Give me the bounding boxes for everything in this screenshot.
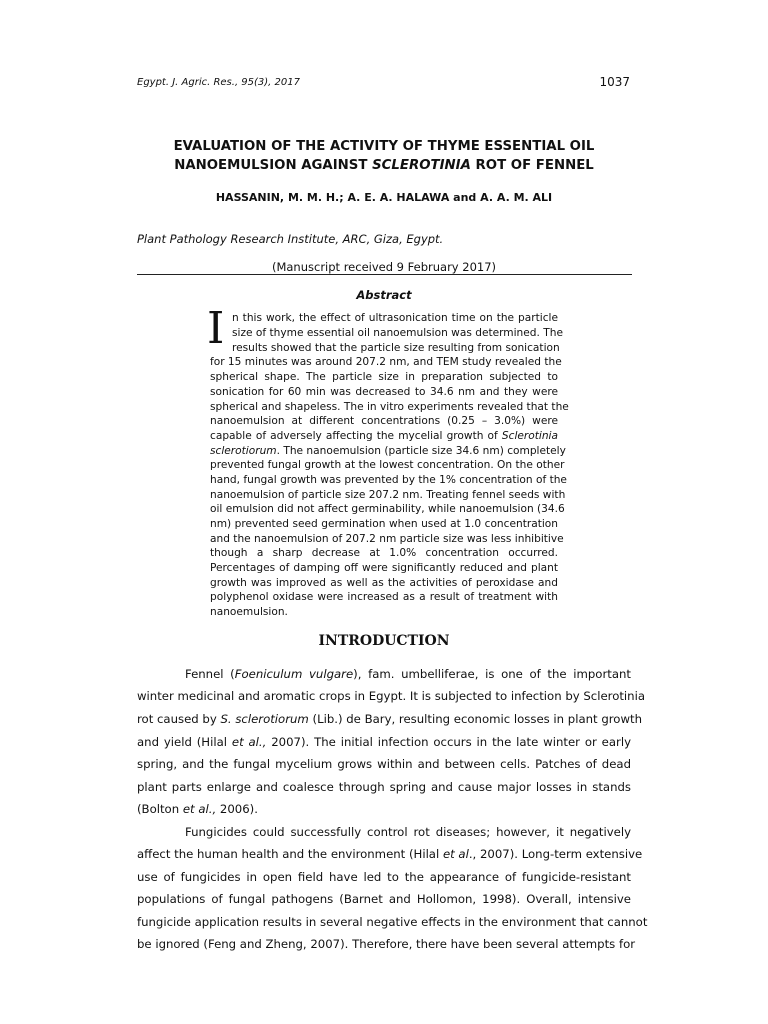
- body-line: winter medicinal and aromatic crops in Egypt. It is subjected to infection by Sclerotinia: [137, 689, 646, 703]
- affiliation: Plant Pathology Research Institute, ARC, Giza, Egypt.: [137, 232, 444, 246]
- body-line: plant parts enlarge and coalesce through spring and cause major losses in stands: [137, 780, 631, 794]
- abstract-line: nm) prevented seed germination when used at 1.0 concentration: [210, 518, 558, 530]
- abstract-line: n this work, the effect of ultrasonication time on the particle: [232, 312, 558, 324]
- body-text: affect the human health and the environment (Hilal: [137, 847, 443, 861]
- title-text: NANOEMULSION AGAINST: [174, 158, 373, 173]
- abstract-line: spherical shape. The particle size in preparation subjected to: [210, 371, 558, 383]
- body-line: use of fungicides in open field have led to the appearance of fungicide-resistant: [137, 870, 631, 884]
- abstract-species: sclerotiorum: [210, 445, 277, 457]
- body-text: ., 2007). Long-term extensive: [468, 847, 643, 861]
- authors: HASSANIN, M. M. H.; A. E. A. HALAWA and A. A. M. ALI: [215, 191, 553, 204]
- body-text: 2006).: [216, 802, 258, 816]
- page-number: 1037: [599, 75, 630, 89]
- body-text: 2007). The initial infection occurs in the late winter or early: [266, 735, 631, 749]
- abstract-text: . The nanoemulsion (particle size 34.6 nm) completely: [276, 445, 566, 457]
- abstract-line: and the nanoemulsion of 207.2 nm particle size was less inhibitive: [210, 533, 564, 545]
- title-text: ROT OF FENNEL: [470, 158, 594, 173]
- abstract-line: for 15 minutes was around 207.2 nm, and TEM study revealed the: [210, 356, 562, 368]
- abstract-line: prevented fungal growth at the lowest concentration. On the other: [210, 459, 565, 471]
- horizontal-rule: [137, 274, 632, 275]
- body-line: [137, 846, 643, 862]
- body-text: rot caused by: [137, 712, 221, 726]
- body-line: [137, 711, 643, 727]
- body-etal: et al: [442, 847, 469, 861]
- abstract-line: nanoemulsion at different concentrations (0.25 – 3.0%) were: [210, 415, 558, 427]
- abstract-line: [210, 444, 566, 459]
- abstract-heading: Abstract: [356, 288, 412, 302]
- abstract-line: hand, fungal growth was prevented by the 1% concentration of the: [210, 474, 567, 486]
- abstract-line: results showed that the particle size resulting from sonication: [232, 342, 560, 354]
- body-line: [137, 801, 258, 817]
- title-line-2: [100, 156, 668, 175]
- abstract-line: size of thyme essential oil nanoemulsion was determined. The: [232, 327, 563, 339]
- abstract-line: though a sharp decrease at 1.0% concentration occurred.: [210, 547, 558, 559]
- body-text: and yield (Hilal: [137, 735, 232, 749]
- body-line: populations of fungal pathogens (Barnet and Hollomon, 1998). Overall, intensive: [137, 892, 631, 906]
- body-text: Fennel (: [185, 667, 235, 681]
- manuscript-received: (Manuscript received 9 February 2017): [271, 260, 497, 274]
- abstract-line: oil emulsion did not affect germinability, while nanoemulsion (34.6: [210, 503, 565, 515]
- abstract-line: Percentages of damping off were significantly reduced and plant: [210, 562, 558, 574]
- abstract-line: [210, 429, 558, 444]
- title-line-1: EVALUATION OF THE ACTIVITY OF THYME ESSENTIAL OIL: [173, 139, 595, 154]
- section-heading-introduction: INTRODUCTION: [318, 633, 450, 649]
- abstract-line: polyphenol oxidase were increased as a result of treatment with: [210, 591, 558, 603]
- abstract-line: nanoemulsion of particle size 207.2 nm. Treating fennel seeds with: [210, 489, 566, 501]
- body-species: Foeniculum vulgare: [234, 667, 354, 681]
- body-line: be ignored (Feng and Zheng, 2007). Therefore, there have been several attempts for: [137, 937, 636, 951]
- body-line: spring, and the fungal mycelium grows within and between cells. Patches of dead: [137, 757, 631, 771]
- body-text: (Bolton: [137, 802, 183, 816]
- body-text: (Lib.) de Bary, resulting economic losses in plant growth: [308, 712, 643, 726]
- body-text: ), fam. umbelliferae, is one of the important: [353, 667, 631, 681]
- abstract-line: nanoemulsion.: [210, 606, 288, 618]
- abstract-genus: Sclerotinia: [501, 430, 558, 442]
- body-line: [185, 666, 631, 682]
- body-line: Fungicides could successfully control rot diseases; however, it negatively: [185, 825, 631, 839]
- abstract-line: growth was improved as well as the activities of peroxidase and: [210, 577, 558, 589]
- abstract-line: sonication for 60 min was decreased to 34.6 nm and they were: [210, 386, 558, 398]
- journal-citation: Egypt. J. Agric. Res., 95(3), 2017: [137, 77, 300, 88]
- body-etal: et al.,: [182, 802, 217, 816]
- body-etal: et al.,: [231, 735, 267, 749]
- title-genus: SCLEROTINIA: [372, 158, 471, 173]
- body-line: fungicide application results in several negative effects in the environment that cannot: [137, 915, 648, 929]
- abstract-line: spherical and shapeless. The in vitro experiments revealed that the: [210, 401, 569, 413]
- drop-cap: I: [207, 303, 225, 354]
- abstract-text: capable of adversely affecting the mycelial growth of: [210, 430, 498, 442]
- paper-title: [100, 137, 668, 175]
- body-species: S. sclerotiorum: [220, 712, 309, 726]
- body-line: [137, 734, 631, 750]
